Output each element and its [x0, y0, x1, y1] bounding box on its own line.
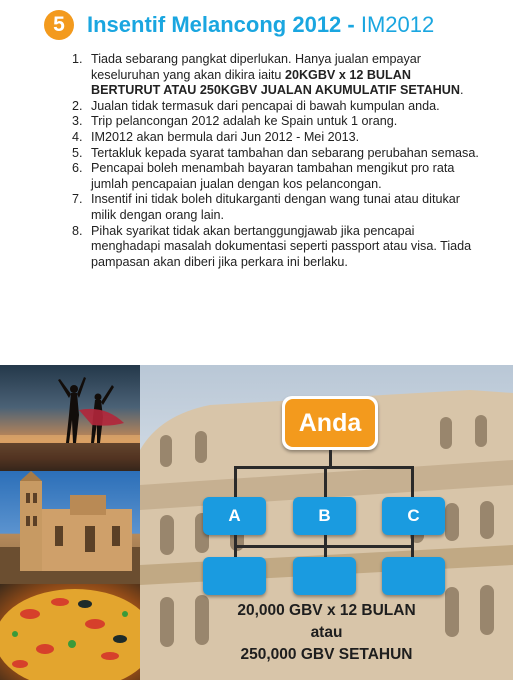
node-c [382, 497, 445, 535]
rule-number: 8. [72, 223, 83, 238]
dancers-silhouette-icon [0, 365, 140, 471]
section-number-badge: 5 [44, 10, 74, 40]
node-b [293, 497, 356, 535]
caption-line-2: atau [310, 624, 343, 641]
connector-horizontal-top [234, 466, 412, 469]
paella-icon [0, 584, 140, 680]
section-title-code: IM2012 [360, 12, 435, 37]
rule-number: 5. [72, 145, 83, 160]
node-b-label: B [318, 506, 331, 525]
rule-item [72, 52, 482, 99]
rule-item [72, 192, 482, 223]
rule-text: Pencapai boleh menambah bayaran tambahan mengikut pro rata jumlah pencapaian jualan dengan kos pelancongan. [91, 161, 455, 191]
root-node [282, 396, 378, 450]
node-a [203, 497, 266, 535]
leaf-node-a [203, 557, 266, 595]
connector-b-up [324, 466, 327, 498]
requirement-caption [140, 600, 513, 666]
section-title [87, 11, 434, 39]
cathedral-icon [0, 471, 140, 584]
leaf-node-b [293, 557, 356, 595]
rule-item [72, 161, 482, 192]
rule-item [72, 146, 482, 162]
rule-text: Jualan tidak termasuk dari pencapai di bawah kumpulan anda. [91, 98, 440, 113]
node-c-label: C [407, 506, 420, 525]
rule-item [72, 224, 482, 271]
rule-number: 7. [72, 192, 83, 207]
rule-number: 1. [72, 52, 83, 66]
rule-number: 6. [72, 161, 83, 176]
rule-bold-text: 20KGBV x 12 BULAN BERTURUT ATAU 250KGBV JUALAN AKUMULATIF SETAHUN [91, 67, 460, 98]
section-title-main: Insentif Melancong 2012 - [87, 12, 355, 37]
rule-number: 3. [72, 114, 83, 129]
caption-line-3: 250,000 GBV SETAHUN [240, 646, 413, 663]
rule-text: Insentif ini tidak boleh ditukarganti dengan wang tunai atau ditukar milik dengan orang lain. [91, 192, 460, 222]
rule-text: Trip pelancongan 2012 adalah ke Spain untuk 1 orang. [91, 114, 398, 129]
rule-text: Tiada sebarang pangkat diperlukan. Hanya jualan empayar keseluruhan yang akan dikira iaitu [91, 52, 421, 82]
rule-item [72, 114, 482, 130]
node-a-label: A [228, 506, 241, 525]
rules-list [72, 52, 482, 270]
rule-suffix: . [459, 83, 464, 98]
paella-photo [0, 584, 140, 680]
rule-text: Pihak syarikat tidak akan bertanggungjawab jika pencapai menghadapi masalah dokumentasi seperti passport atau visa. Tiada pampasan akan diberi jika perkara ini berlaku. [91, 223, 472, 269]
photo-column [0, 365, 140, 680]
rule-text: IM2012 akan bermula dari Jun 2012 - Mei 2013. [91, 129, 360, 144]
rule-item [72, 130, 482, 146]
flamenco-dancers-photo [0, 365, 140, 471]
rule-number: 2. [72, 98, 83, 113]
caption-line-1: 20,000 GBV x 12 BULAN [237, 602, 416, 619]
rule-item [72, 99, 482, 115]
connector-a-up [234, 466, 237, 498]
root-node-label: Anda [285, 399, 375, 447]
rule-text: Tertakluk kepada syarat tambahan dan sebarang perubahan semasa. [91, 145, 479, 160]
leaf-node-c [382, 557, 445, 595]
section-header [0, 0, 513, 50]
cathedral-photo [0, 471, 140, 584]
rule-number: 4. [72, 129, 83, 144]
connector-c-up [411, 466, 414, 498]
